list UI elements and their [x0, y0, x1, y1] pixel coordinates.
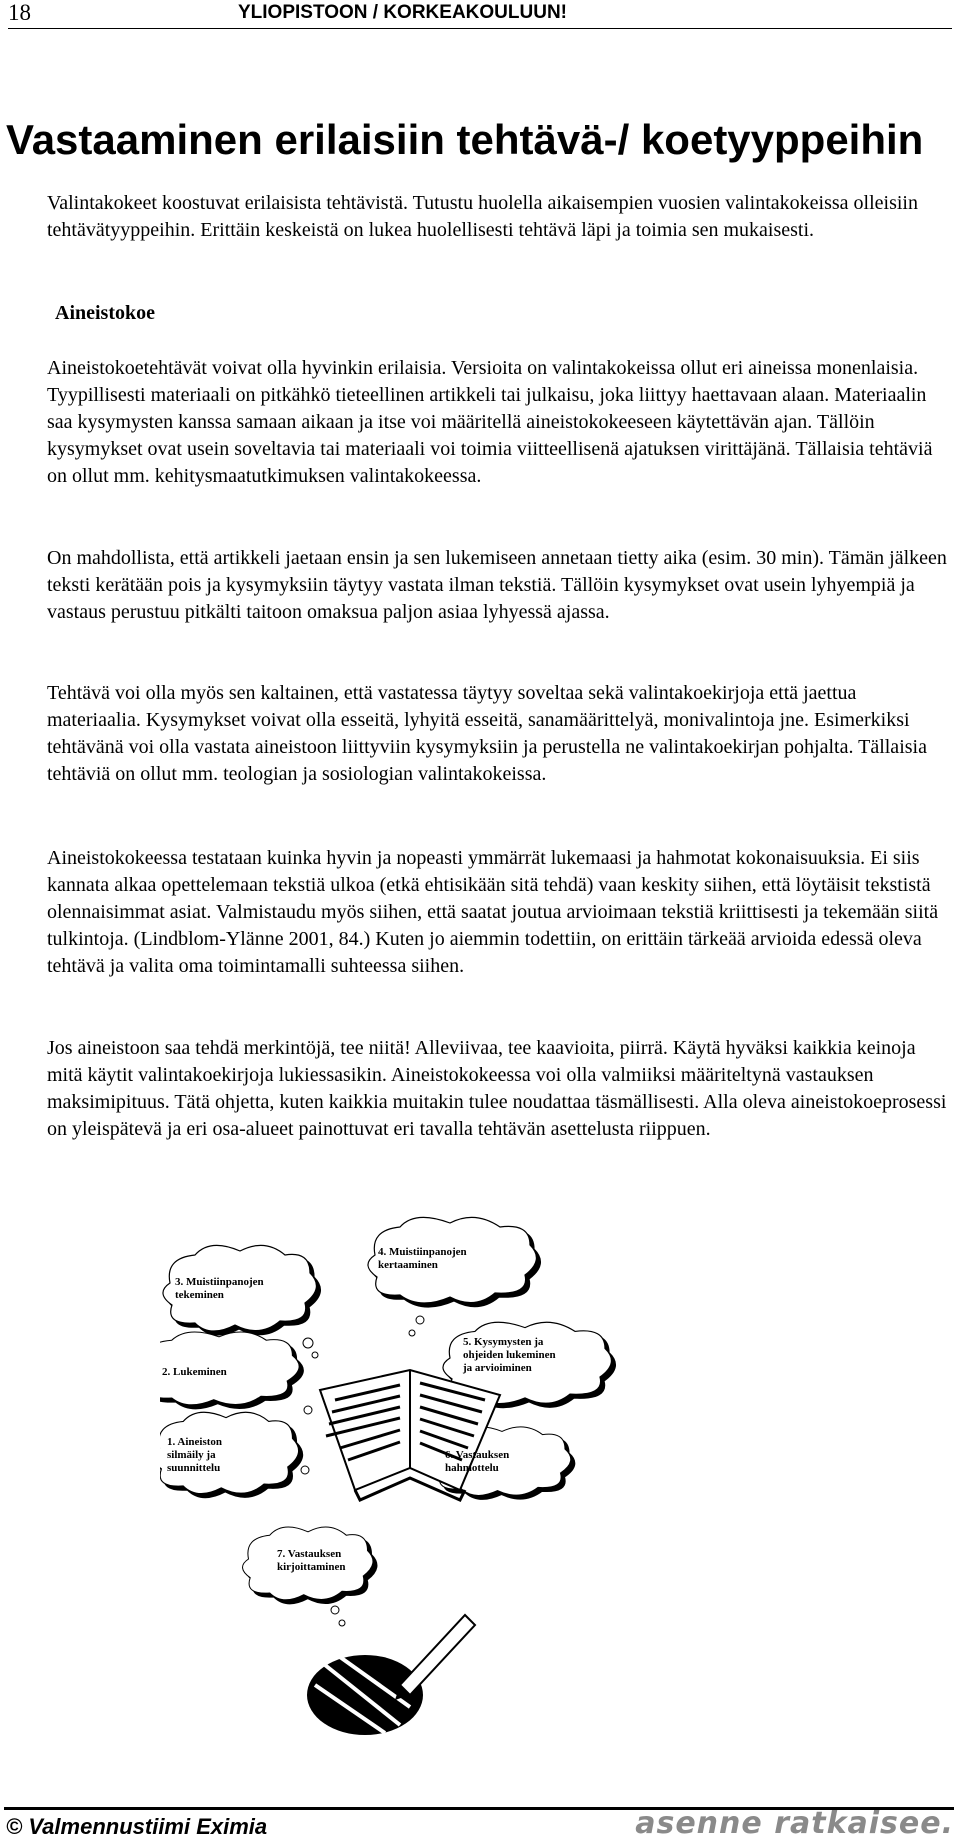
step-label: 7. Vastauksen kirjoittaminen: [277, 1548, 346, 1573]
intro-paragraph: Valintakokeet koostuvat erilaisista tehtävistä. Tutustu huolella aikaisempien vuosien valintakokeissa olleisiin tehtävätyyppeihin. Erittäin keskeistä on lukea huolellisesti tehtävä läpi ja toimia sen mukaisesti.: [47, 192, 918, 241]
step-label: 3. Muistiinpanojen tekeminen: [175, 1276, 264, 1301]
step-label: 2. Lukeminen: [162, 1366, 227, 1378]
section-heading: Aineistokoe: [55, 302, 155, 324]
copyright: © Valmennustiimi Eximia: [6, 1814, 268, 1839]
page-header: [8, 0, 952, 29]
paragraph-4: Aineistokokeessa testataan kuinka hyvin ja nopeasti ymmärrät lukemaasi ja hahmotat kokonaisuuksia. Ei siis kannata alkaa opettelemaan tekstiä ulkoa (etkä ehtisikään sitä tehdä) vaan keskity siihen, että löytäisit tekstistä olennaisimmat asiat. Valmistaudu myös siihen, että saatat joutua arvioimaan tekstiä kriittisesti ja tekemään siitä tulkintoja. (Lindblom-Ylänne 2001, 84.) Kuten jo aiemmin todettiin, on erittäin tärkeää arvioida edessä oleva tehtävä ja valita oma toimintamalli suhteessa siihen.: [47, 847, 939, 977]
process-diagram: [160, 1205, 780, 1765]
step-label: 6. Vastauksen hahmottelu: [445, 1449, 510, 1474]
page-title: Vastaaminen erilaisiin tehtävä-/ koetyyppeihin: [6, 116, 924, 163]
page-number: 18: [8, 0, 31, 25]
running-title: YLIOPISTOON / KORKEAKOULUUN!: [238, 2, 567, 23]
paragraph-5: Jos aineistoon saa tehdä merkintöjä, tee niitä! Alleviivaa, tee kaavioita, piirrä. Käytä hyväksi kaikkia keinoja mitä käytit valintakoekirjoja lukiessasikin. Aineistokokeessa voi olla valmiiksi määriteltynä vastauksen maksimipituus. Tätä ohjetta, kuten kaikkia muitakin tulee noudattaa täsmällisesti. Alla oleva aineistokoeprosessi on yleispätevä ja eri osa-alueet painottuvat eri tavalla tehtävän asettelusta riippuen.: [47, 1037, 947, 1140]
page-footer: [4, 1807, 954, 1841]
slogan: asenne ratkaisee.: [635, 1806, 954, 1841]
step-label: 1. Aineiston silmäily ja suunnittelu: [167, 1436, 223, 1474]
paragraph-2: On mahdollista, että artikkeli jaetaan ensin ja sen lukemiseen annetaan tietty aika (esim. 30 min). Tämän jälkeen teksti kerätään pois ja kysymyksiin täytyy vastata ilman tekstiä. Tällöin kysymykset ovat usein lyhyempiä ja vastaus perustuu pitkälti taitoon omaksua paljon asiaa lyhyessä ajassa.: [47, 547, 947, 623]
writing-hand-icon: [307, 1615, 475, 1735]
step-label: 4. Muistiinpanojen kertaaminen: [378, 1246, 467, 1271]
paragraph-3: Tehtävä voi olla myös sen kaltainen, että vastatessa täytyy soveltaa sekä valintakoekirjoja että jaettua materiaalia. Kysymykset voivat olla esseitä, lyhyitä esseitä, sanamäärittelyä, monivalintoja jne. Esimerkiksi tehtävänä voi olla vastata aineistoon liittyviin kysymyksiin ja perustella ne valintakoekirjan pohjalta. Tällaisia tehtäviä on ollut mm. teologian ja sosiologian valintakokeissa.: [47, 682, 927, 785]
paragraph-1: Aineistokoetehtävät voivat olla hyvinkin erilaisia. Versioita on valintakokeissa ollut eri aineissa monenlaisia. Tyypillisesti materiaali on pitkähkö tieteellinen artikkeli tai julkaisu, joka liittyy haettavaan alaan. Materiaalin saa kysymysten kanssa samaan aikaan ja itse voi määritellä aineistokokeeseen käytettävän ajan. Tällöin kysymykset ovat usein soveltavia tai materiaali voi toimia viitteellisenä ajatuksen virittäjänä. Tällaisia tehtäviä on ollut mm. kehitysmaatutkimuksen valintakokeessa.: [47, 357, 933, 487]
step-label: 5. Kysymysten ja ohjeiden lukeminen ja arvioiminen: [463, 1336, 556, 1374]
